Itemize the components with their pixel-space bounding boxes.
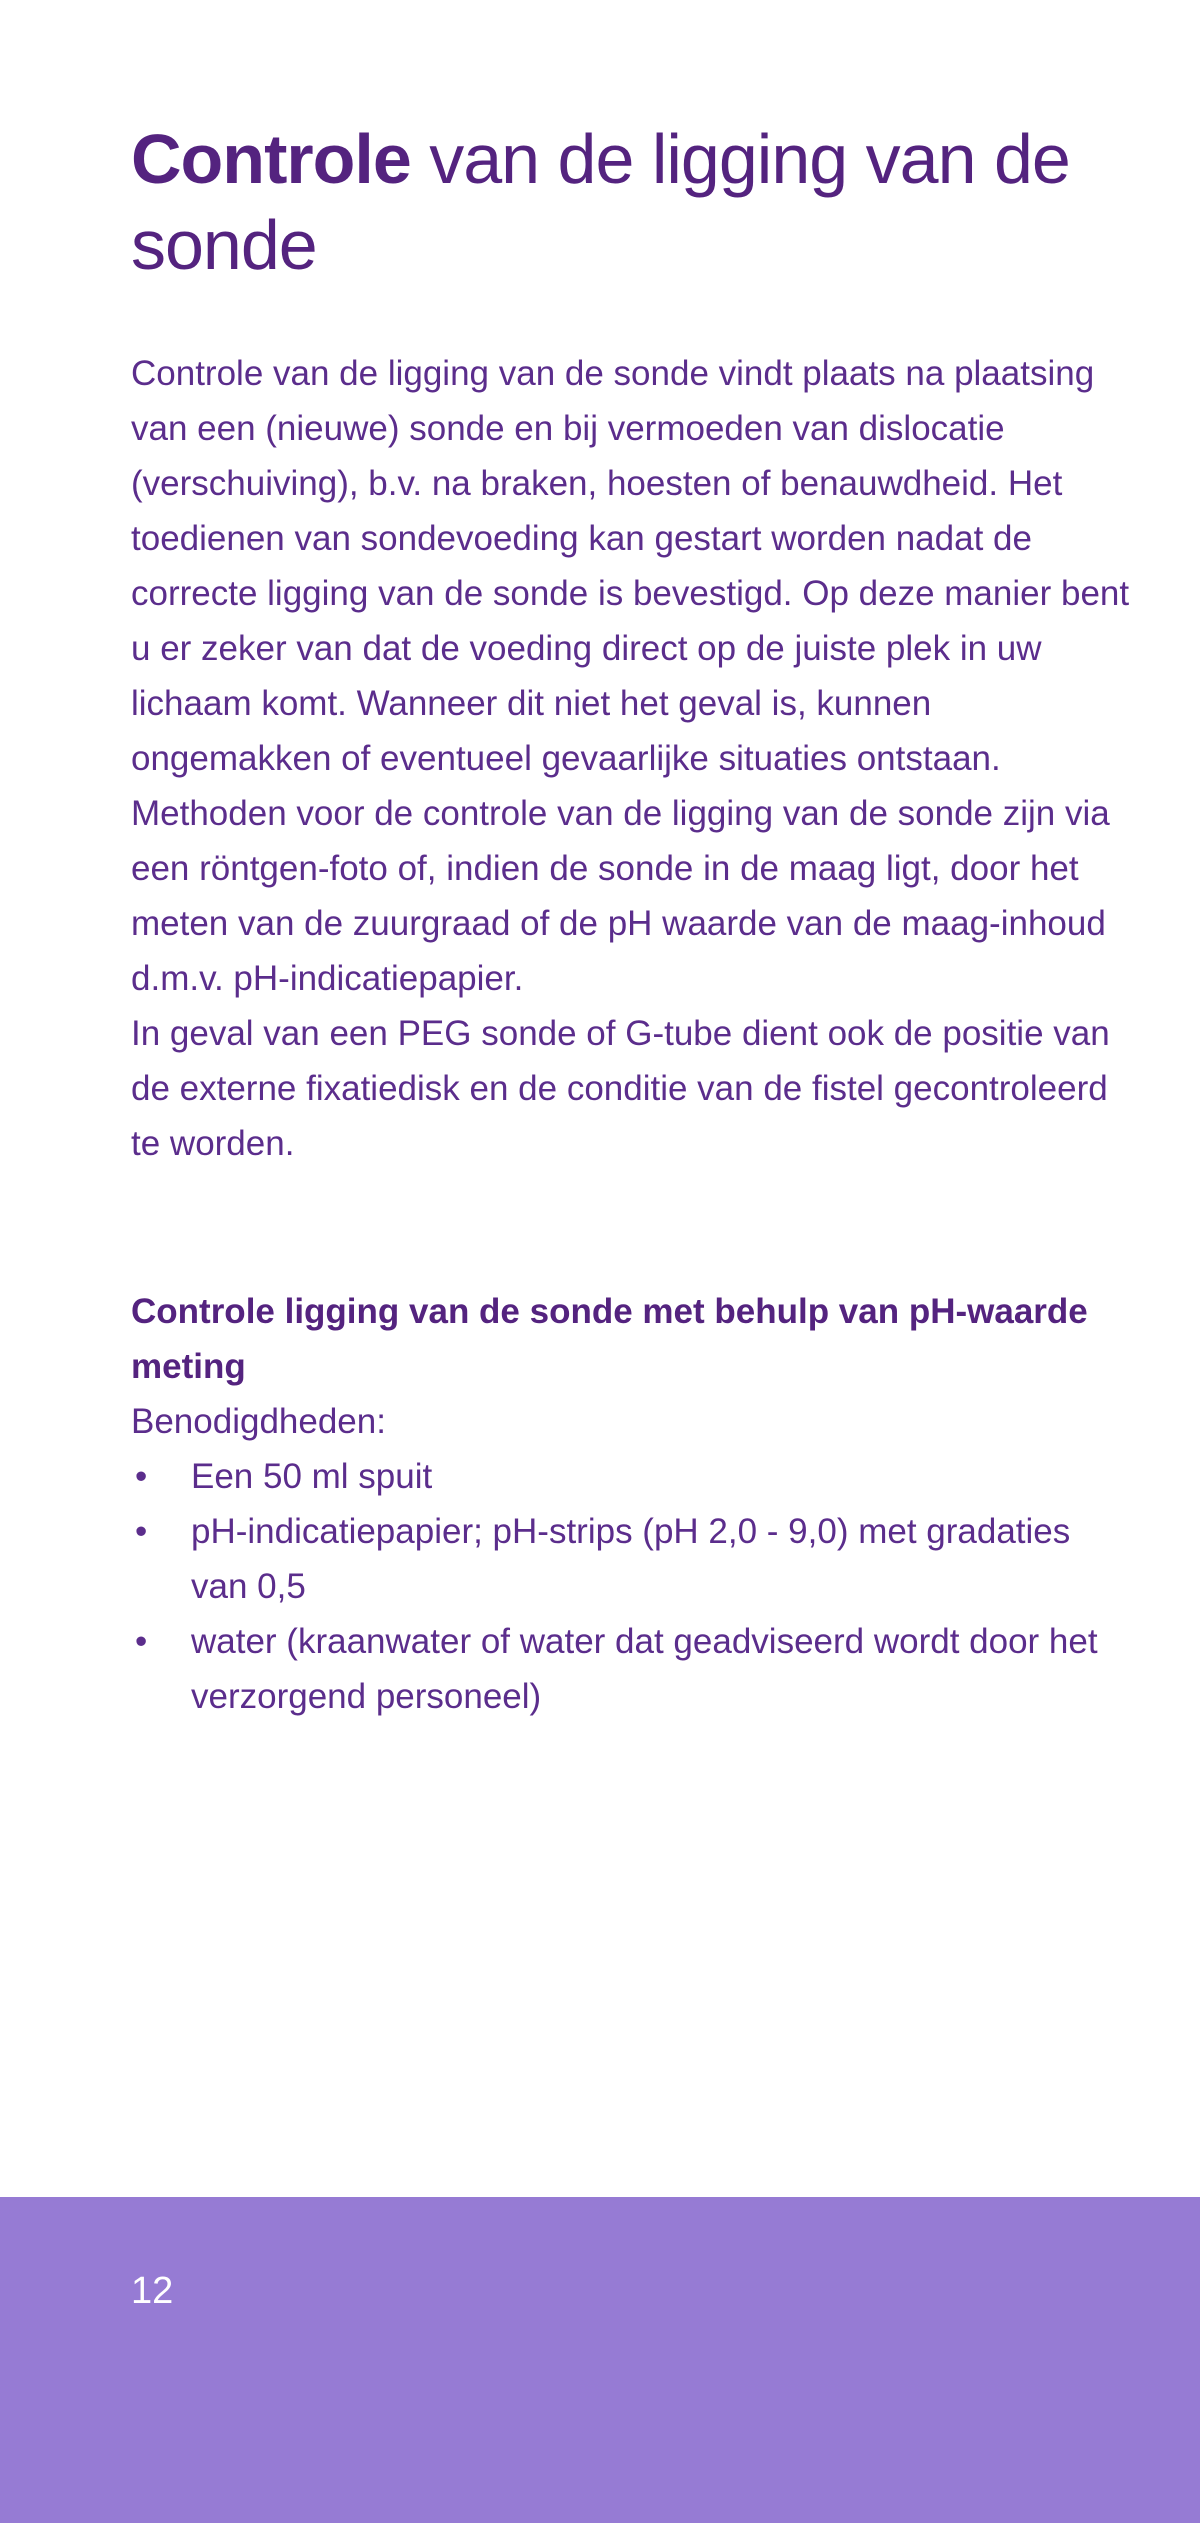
intro-paragraph: Controle van de ligging van de sonde vindt plaats na plaatsing van een (nieuwe) sonde en bij vermoeden van dislocatie (verschuiving), b.v. na braken, hoesten of benauwdheid. Het toedienen van sondevoeding kan gestart worden nadat de correcte ligging van de sonde is bevestigd. Op deze manier bent u er zeker van dat de voeding direct op de juiste plek in uw lichaam komt. Wanneer dit niet het geval is, kunnen ongemakken of eventueel gevaarlijke situaties ontstaan. Methoden voor de controle van de ligging van de sonde zijn via een röntgen-foto of, indien de sonde in de maag ligt, door het meten van de zuurgraad of de pH waarde van de maag-inhoud d.m.v. pH-indicatiepapier. bbox=[131, 354, 1130, 998]
list-item-text: water (kraanwater of water dat geadviseerd wordt door het verzorgend personeel) bbox=[191, 1622, 1098, 1716]
bullet-icon: • bbox=[135, 1622, 148, 1661]
peg-paragraph: In geval van een PEG sonde of G-tube dient ook de positie van de externe fixatiedisk en de conditie van de fistel gecontroleerd te worden. bbox=[131, 1014, 1110, 1163]
page-title-bold: Controle bbox=[131, 120, 411, 198]
list-item bbox=[131, 1449, 1131, 1504]
list-item bbox=[131, 1504, 1131, 1614]
supplies-label: Benodigdheden: bbox=[131, 1402, 386, 1441]
ph-measurement-section bbox=[131, 1284, 1131, 1724]
page-title-rest: van de ligging van de sonde bbox=[131, 120, 1070, 284]
page-number: 12 bbox=[131, 2270, 174, 2312]
bullet-icon: • bbox=[135, 1457, 148, 1496]
section-heading: Controle ligging van de sonde met behulp van pH-waarde meting bbox=[131, 1292, 1088, 1386]
page-footer bbox=[0, 2197, 1200, 2523]
intro-text bbox=[131, 346, 1131, 1171]
supplies-list bbox=[131, 1449, 1131, 1724]
list-item-text: pH-indicatiepapier; pH-strips (pH 2,0 - 9,0) met gradaties van 0,5 bbox=[191, 1512, 1071, 1606]
page-title bbox=[131, 116, 1111, 288]
list-item-text: Een 50 ml spuit bbox=[191, 1457, 433, 1496]
bullet-icon: • bbox=[135, 1512, 148, 1551]
list-item bbox=[131, 1614, 1131, 1724]
